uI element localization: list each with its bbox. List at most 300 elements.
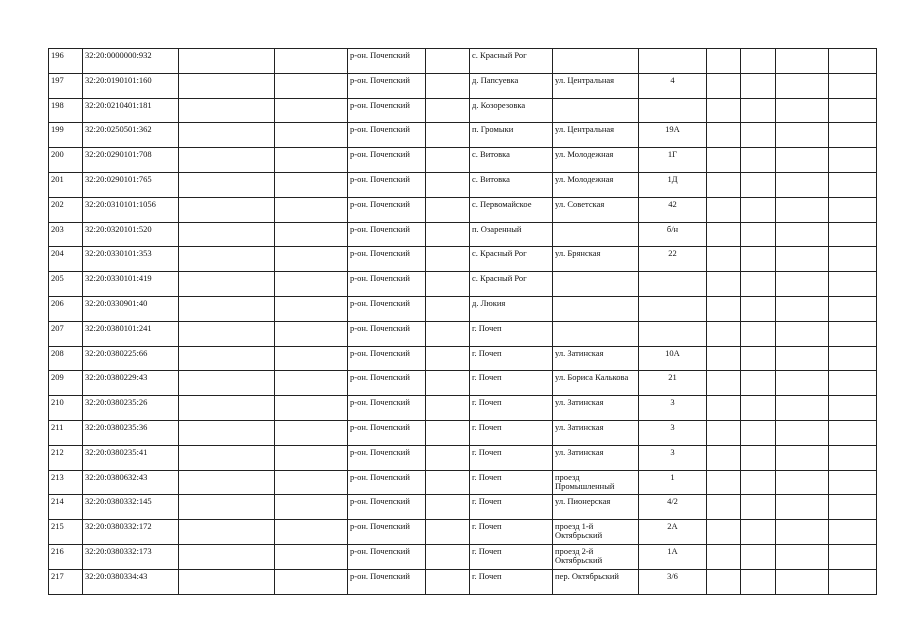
empty-cell-cell bbox=[426, 569, 470, 594]
row-number-cell: 204 bbox=[49, 247, 83, 272]
street-cell: пер. Октябрьский bbox=[553, 569, 639, 594]
registry-table bbox=[48, 48, 877, 595]
empty-cell-cell bbox=[741, 148, 776, 173]
cadastral-number-cell: 32:20:0190101:160 bbox=[83, 73, 179, 98]
cadastral-number-cell: 32:20:0380632:43 bbox=[83, 470, 179, 495]
cadastral-number-cell: 32:20:0380235:36 bbox=[83, 420, 179, 445]
empty-cell-cell bbox=[426, 296, 470, 321]
empty-cell-cell bbox=[275, 73, 348, 98]
house-number-cell: б/н bbox=[639, 222, 707, 247]
row-number-cell: 211 bbox=[49, 420, 83, 445]
settlement-cell: п. Громыки bbox=[470, 123, 553, 148]
empty-cell-cell bbox=[776, 495, 829, 520]
row-number-cell: 217 bbox=[49, 569, 83, 594]
empty-cell-cell bbox=[179, 148, 275, 173]
district-cell: р-он. Почепский bbox=[348, 470, 426, 495]
empty-cell-cell bbox=[776, 98, 829, 123]
empty-cell-cell bbox=[275, 123, 348, 148]
district-cell: р-он. Почепский bbox=[348, 197, 426, 222]
street-cell: ул. Бориса Калькова bbox=[553, 371, 639, 396]
empty-cell-cell bbox=[741, 172, 776, 197]
settlement-cell: п. Озаренный bbox=[470, 222, 553, 247]
empty-cell-cell bbox=[829, 346, 877, 371]
empty-cell-cell bbox=[776, 321, 829, 346]
street-cell bbox=[553, 98, 639, 123]
table-row bbox=[49, 172, 877, 197]
table-row bbox=[49, 73, 877, 98]
empty-cell-cell bbox=[829, 49, 877, 74]
empty-cell-cell bbox=[829, 520, 877, 545]
empty-cell-cell bbox=[275, 420, 348, 445]
cadastral-number-cell: 32:20:0310101:1056 bbox=[83, 197, 179, 222]
empty-cell-cell bbox=[707, 296, 741, 321]
empty-cell-cell bbox=[707, 420, 741, 445]
street-cell: ул. Центральная bbox=[553, 73, 639, 98]
empty-cell-cell bbox=[426, 470, 470, 495]
empty-cell-cell bbox=[426, 495, 470, 520]
empty-cell-cell bbox=[426, 247, 470, 272]
empty-cell-cell bbox=[179, 296, 275, 321]
settlement-cell: г. Почеп bbox=[470, 396, 553, 421]
district-cell: р-он. Почепский bbox=[348, 371, 426, 396]
table-row bbox=[49, 98, 877, 123]
settlement-cell: с. Первомайское bbox=[470, 197, 553, 222]
empty-cell-cell bbox=[426, 396, 470, 421]
house-number-cell: 1А bbox=[639, 544, 707, 569]
empty-cell-cell bbox=[275, 272, 348, 297]
table-row bbox=[49, 495, 877, 520]
row-number-cell: 206 bbox=[49, 296, 83, 321]
district-cell: р-он. Почепский bbox=[348, 296, 426, 321]
table-row bbox=[49, 520, 877, 545]
empty-cell-cell bbox=[426, 520, 470, 545]
empty-cell-cell bbox=[741, 49, 776, 74]
empty-cell-cell bbox=[179, 172, 275, 197]
empty-cell-cell bbox=[179, 569, 275, 594]
empty-cell-cell bbox=[829, 420, 877, 445]
cadastral-number-cell: 32:20:0380332:172 bbox=[83, 520, 179, 545]
empty-cell-cell bbox=[776, 420, 829, 445]
empty-cell-cell bbox=[179, 520, 275, 545]
cadastral-number-cell: 32:20:0290101:708 bbox=[83, 148, 179, 173]
empty-cell-cell bbox=[179, 371, 275, 396]
empty-cell-cell bbox=[179, 321, 275, 346]
empty-cell-cell bbox=[179, 544, 275, 569]
empty-cell-cell bbox=[707, 495, 741, 520]
settlement-cell: с. Витовка bbox=[470, 172, 553, 197]
cadastral-number-cell: 32:20:0380235:26 bbox=[83, 396, 179, 421]
street-cell: ул. Затинская bbox=[553, 420, 639, 445]
empty-cell-cell bbox=[707, 98, 741, 123]
empty-cell-cell bbox=[707, 148, 741, 173]
row-number-cell: 199 bbox=[49, 123, 83, 148]
cadastral-number-cell: 32:20:0250501:362 bbox=[83, 123, 179, 148]
empty-cell-cell bbox=[776, 520, 829, 545]
table-row bbox=[49, 123, 877, 148]
house-number-cell: 3 bbox=[639, 420, 707, 445]
empty-cell-cell bbox=[179, 495, 275, 520]
district-cell: р-он. Почепский bbox=[348, 520, 426, 545]
empty-cell-cell bbox=[179, 98, 275, 123]
empty-cell-cell bbox=[707, 197, 741, 222]
empty-cell-cell bbox=[275, 520, 348, 545]
row-number-cell: 201 bbox=[49, 172, 83, 197]
house-number-cell: 4/2 bbox=[639, 495, 707, 520]
empty-cell-cell bbox=[275, 49, 348, 74]
empty-cell-cell bbox=[829, 396, 877, 421]
empty-cell-cell bbox=[707, 470, 741, 495]
settlement-cell: г. Почеп bbox=[470, 470, 553, 495]
empty-cell-cell bbox=[275, 148, 348, 173]
empty-cell-cell bbox=[741, 569, 776, 594]
empty-cell-cell bbox=[741, 272, 776, 297]
empty-cell-cell bbox=[179, 49, 275, 74]
district-cell: р-он. Почепский bbox=[348, 272, 426, 297]
empty-cell-cell bbox=[829, 470, 877, 495]
house-number-cell bbox=[639, 296, 707, 321]
cadastral-number-cell: 32:20:0320101:520 bbox=[83, 222, 179, 247]
empty-cell-cell bbox=[426, 222, 470, 247]
settlement-cell: г. Почеп bbox=[470, 346, 553, 371]
empty-cell-cell bbox=[776, 396, 829, 421]
empty-cell-cell bbox=[707, 247, 741, 272]
empty-cell-cell bbox=[829, 123, 877, 148]
settlement-cell: г. Почеп bbox=[470, 495, 553, 520]
empty-cell-cell bbox=[776, 470, 829, 495]
settlement-cell: г. Почеп bbox=[470, 420, 553, 445]
row-number-cell: 214 bbox=[49, 495, 83, 520]
district-cell: р-он. Почепский bbox=[348, 420, 426, 445]
empty-cell-cell bbox=[741, 123, 776, 148]
house-number-cell: 22 bbox=[639, 247, 707, 272]
settlement-cell: г. Почеп bbox=[470, 569, 553, 594]
district-cell: р-он. Почепский bbox=[348, 148, 426, 173]
settlement-cell: д. Люкия bbox=[470, 296, 553, 321]
empty-cell-cell bbox=[776, 197, 829, 222]
empty-cell-cell bbox=[275, 495, 348, 520]
cadastral-number-cell: 32:20:0330101:419 bbox=[83, 272, 179, 297]
empty-cell-cell bbox=[179, 396, 275, 421]
empty-cell-cell bbox=[741, 420, 776, 445]
street-cell: проезд 2-й Октябрьский bbox=[553, 544, 639, 569]
empty-cell-cell bbox=[829, 148, 877, 173]
empty-cell-cell bbox=[426, 197, 470, 222]
empty-cell-cell bbox=[829, 569, 877, 594]
empty-cell-cell bbox=[179, 222, 275, 247]
settlement-cell: г. Почеп bbox=[470, 371, 553, 396]
empty-cell-cell bbox=[776, 445, 829, 470]
empty-cell-cell bbox=[707, 569, 741, 594]
empty-cell-cell bbox=[829, 495, 877, 520]
empty-cell-cell bbox=[275, 247, 348, 272]
table-row bbox=[49, 148, 877, 173]
street-cell: ул. Затинская bbox=[553, 346, 639, 371]
table-row bbox=[49, 346, 877, 371]
settlement-cell: с. Красный Рог bbox=[470, 247, 553, 272]
house-number-cell: 1Д bbox=[639, 172, 707, 197]
empty-cell-cell bbox=[707, 222, 741, 247]
empty-cell-cell bbox=[829, 247, 877, 272]
cadastral-number-cell: 32:20:0380229:43 bbox=[83, 371, 179, 396]
empty-cell-cell bbox=[707, 49, 741, 74]
empty-cell-cell bbox=[426, 123, 470, 148]
empty-cell-cell bbox=[707, 321, 741, 346]
table-row bbox=[49, 420, 877, 445]
empty-cell-cell bbox=[707, 172, 741, 197]
house-number-cell: 4 bbox=[639, 73, 707, 98]
row-number-cell: 212 bbox=[49, 445, 83, 470]
table-row bbox=[49, 272, 877, 297]
empty-cell-cell bbox=[275, 569, 348, 594]
street-cell bbox=[553, 49, 639, 74]
empty-cell-cell bbox=[707, 520, 741, 545]
empty-cell-cell bbox=[707, 544, 741, 569]
cadastral-number-cell: 32:20:0210401:181 bbox=[83, 98, 179, 123]
empty-cell-cell bbox=[741, 346, 776, 371]
empty-cell-cell bbox=[776, 247, 829, 272]
empty-cell-cell bbox=[179, 346, 275, 371]
row-number-cell: 197 bbox=[49, 73, 83, 98]
district-cell: р-он. Почепский bbox=[348, 123, 426, 148]
empty-cell-cell bbox=[275, 544, 348, 569]
district-cell: р-он. Почепский bbox=[348, 172, 426, 197]
empty-cell-cell bbox=[275, 197, 348, 222]
settlement-cell: с. Витовка bbox=[470, 148, 553, 173]
empty-cell-cell bbox=[741, 296, 776, 321]
street-cell: ул. Центральная bbox=[553, 123, 639, 148]
empty-cell-cell bbox=[707, 272, 741, 297]
district-cell: р-он. Почепский bbox=[348, 544, 426, 569]
empty-cell-cell bbox=[741, 544, 776, 569]
cadastral-number-cell: 32:20:0380334:43 bbox=[83, 569, 179, 594]
cadastral-number-cell: 32:20:0380332:173 bbox=[83, 544, 179, 569]
row-number-cell: 216 bbox=[49, 544, 83, 569]
house-number-cell bbox=[639, 49, 707, 74]
street-cell bbox=[553, 321, 639, 346]
empty-cell-cell bbox=[776, 222, 829, 247]
table-row bbox=[49, 569, 877, 594]
empty-cell-cell bbox=[707, 445, 741, 470]
empty-cell-cell bbox=[741, 470, 776, 495]
empty-cell-cell bbox=[275, 172, 348, 197]
empty-cell-cell bbox=[426, 98, 470, 123]
settlement-cell: д. Папсуевка bbox=[470, 73, 553, 98]
empty-cell-cell bbox=[275, 296, 348, 321]
empty-cell-cell bbox=[829, 222, 877, 247]
row-number-cell: 200 bbox=[49, 148, 83, 173]
empty-cell-cell bbox=[829, 371, 877, 396]
row-number-cell: 213 bbox=[49, 470, 83, 495]
empty-cell-cell bbox=[179, 123, 275, 148]
house-number-cell: 19А bbox=[639, 123, 707, 148]
empty-cell-cell bbox=[741, 495, 776, 520]
house-number-cell: 21 bbox=[639, 371, 707, 396]
house-number-cell: 2А bbox=[639, 520, 707, 545]
house-number-cell: 3 bbox=[639, 396, 707, 421]
empty-cell-cell bbox=[426, 148, 470, 173]
house-number-cell: 1Г bbox=[639, 148, 707, 173]
table-row bbox=[49, 296, 877, 321]
empty-cell-cell bbox=[275, 98, 348, 123]
cadastral-number-cell: 32:20:0000000:932 bbox=[83, 49, 179, 74]
empty-cell-cell bbox=[776, 123, 829, 148]
street-cell: ул. Затинская bbox=[553, 396, 639, 421]
table-row bbox=[49, 470, 877, 495]
settlement-cell: с. Красный Рог bbox=[470, 272, 553, 297]
empty-cell-cell bbox=[741, 321, 776, 346]
empty-cell-cell bbox=[707, 371, 741, 396]
house-number-cell: 3 bbox=[639, 445, 707, 470]
table-row bbox=[49, 222, 877, 247]
empty-cell-cell bbox=[776, 172, 829, 197]
row-number-cell: 203 bbox=[49, 222, 83, 247]
empty-cell-cell bbox=[776, 544, 829, 569]
cadastral-number-cell: 32:20:0330901:40 bbox=[83, 296, 179, 321]
empty-cell-cell bbox=[426, 172, 470, 197]
empty-cell-cell bbox=[776, 148, 829, 173]
empty-cell-cell bbox=[829, 296, 877, 321]
empty-cell-cell bbox=[776, 272, 829, 297]
row-number-cell: 202 bbox=[49, 197, 83, 222]
empty-cell-cell bbox=[426, 272, 470, 297]
street-cell bbox=[553, 296, 639, 321]
row-number-cell: 207 bbox=[49, 321, 83, 346]
empty-cell-cell bbox=[829, 73, 877, 98]
house-number-cell: 42 bbox=[639, 197, 707, 222]
empty-cell-cell bbox=[707, 346, 741, 371]
district-cell: р-он. Почепский bbox=[348, 222, 426, 247]
empty-cell-cell bbox=[426, 544, 470, 569]
street-cell bbox=[553, 222, 639, 247]
empty-cell-cell bbox=[426, 321, 470, 346]
empty-cell-cell bbox=[829, 197, 877, 222]
empty-cell-cell bbox=[741, 73, 776, 98]
empty-cell-cell bbox=[776, 73, 829, 98]
settlement-cell: г. Почеп bbox=[470, 544, 553, 569]
row-number-cell: 209 bbox=[49, 371, 83, 396]
street-cell: ул. Пионерская bbox=[553, 495, 639, 520]
empty-cell-cell bbox=[275, 371, 348, 396]
empty-cell-cell bbox=[426, 49, 470, 74]
table-row bbox=[49, 247, 877, 272]
house-number-cell: 1 bbox=[639, 470, 707, 495]
house-number-cell bbox=[639, 321, 707, 346]
empty-cell-cell bbox=[776, 296, 829, 321]
empty-cell-cell bbox=[426, 73, 470, 98]
settlement-cell: с. Красный Рог bbox=[470, 49, 553, 74]
district-cell: р-он. Почепский bbox=[348, 569, 426, 594]
empty-cell-cell bbox=[275, 445, 348, 470]
street-cell: ул. Затинская bbox=[553, 445, 639, 470]
empty-cell-cell bbox=[275, 470, 348, 495]
cadastral-number-cell: 32:20:0380332:145 bbox=[83, 495, 179, 520]
settlement-cell: д. Козорезовка bbox=[470, 98, 553, 123]
row-number-cell: 215 bbox=[49, 520, 83, 545]
table-row bbox=[49, 197, 877, 222]
cadastral-number-cell: 32:20:0380101:241 bbox=[83, 321, 179, 346]
empty-cell-cell bbox=[275, 222, 348, 247]
row-number-cell: 205 bbox=[49, 272, 83, 297]
row-number-cell: 198 bbox=[49, 98, 83, 123]
empty-cell-cell bbox=[741, 222, 776, 247]
empty-cell-cell bbox=[707, 123, 741, 148]
empty-cell-cell bbox=[741, 98, 776, 123]
empty-cell-cell bbox=[741, 247, 776, 272]
empty-cell-cell bbox=[426, 445, 470, 470]
street-cell: ул. Брянская bbox=[553, 247, 639, 272]
empty-cell-cell bbox=[275, 396, 348, 421]
street-cell: проезд Промышленный bbox=[553, 470, 639, 495]
empty-cell-cell bbox=[179, 420, 275, 445]
empty-cell-cell bbox=[776, 371, 829, 396]
district-cell: р-он. Почепский bbox=[348, 49, 426, 74]
table-row bbox=[49, 396, 877, 421]
empty-cell-cell bbox=[426, 371, 470, 396]
empty-cell-cell bbox=[275, 346, 348, 371]
row-number-cell: 196 bbox=[49, 49, 83, 74]
cadastral-number-cell: 32:20:0330101:353 bbox=[83, 247, 179, 272]
table-body bbox=[49, 49, 877, 595]
table-row bbox=[49, 371, 877, 396]
empty-cell-cell bbox=[741, 445, 776, 470]
row-number-cell: 208 bbox=[49, 346, 83, 371]
table-row bbox=[49, 49, 877, 74]
table-row bbox=[49, 321, 877, 346]
empty-cell-cell bbox=[707, 396, 741, 421]
house-number-cell: 3/6 bbox=[639, 569, 707, 594]
empty-cell-cell bbox=[829, 98, 877, 123]
district-cell: р-он. Почепский bbox=[348, 98, 426, 123]
empty-cell-cell bbox=[829, 445, 877, 470]
settlement-cell: г. Почеп bbox=[470, 321, 553, 346]
empty-cell-cell bbox=[426, 420, 470, 445]
cadastral-number-cell: 32:20:0380235:41 bbox=[83, 445, 179, 470]
empty-cell-cell bbox=[741, 520, 776, 545]
settlement-cell: г. Почеп bbox=[470, 445, 553, 470]
empty-cell-cell bbox=[179, 272, 275, 297]
empty-cell-cell bbox=[829, 544, 877, 569]
empty-cell-cell bbox=[741, 197, 776, 222]
cadastral-number-cell: 32:20:0290101:765 bbox=[83, 172, 179, 197]
empty-cell-cell bbox=[179, 197, 275, 222]
district-cell: р-он. Почепский bbox=[348, 445, 426, 470]
empty-cell-cell bbox=[707, 73, 741, 98]
settlement-cell: г. Почеп bbox=[470, 520, 553, 545]
district-cell: р-он. Почепский bbox=[348, 73, 426, 98]
table-row bbox=[49, 544, 877, 569]
street-cell: проезд 1-й Октябрьский bbox=[553, 520, 639, 545]
district-cell: р-он. Почепский bbox=[348, 321, 426, 346]
house-number-cell: 10А bbox=[639, 346, 707, 371]
empty-cell-cell bbox=[179, 445, 275, 470]
empty-cell-cell bbox=[741, 396, 776, 421]
empty-cell-cell bbox=[179, 247, 275, 272]
empty-cell-cell bbox=[829, 172, 877, 197]
street-cell: ул. Молодежная bbox=[553, 172, 639, 197]
empty-cell-cell bbox=[829, 321, 877, 346]
district-cell: р-он. Почепский bbox=[348, 396, 426, 421]
street-cell: ул. Советская bbox=[553, 197, 639, 222]
street-cell bbox=[553, 272, 639, 297]
empty-cell-cell bbox=[776, 49, 829, 74]
house-number-cell bbox=[639, 98, 707, 123]
cadastral-number-cell: 32:20:0380225:66 bbox=[83, 346, 179, 371]
row-number-cell: 210 bbox=[49, 396, 83, 421]
empty-cell-cell bbox=[179, 470, 275, 495]
table-row bbox=[49, 445, 877, 470]
house-number-cell bbox=[639, 272, 707, 297]
empty-cell-cell bbox=[179, 73, 275, 98]
